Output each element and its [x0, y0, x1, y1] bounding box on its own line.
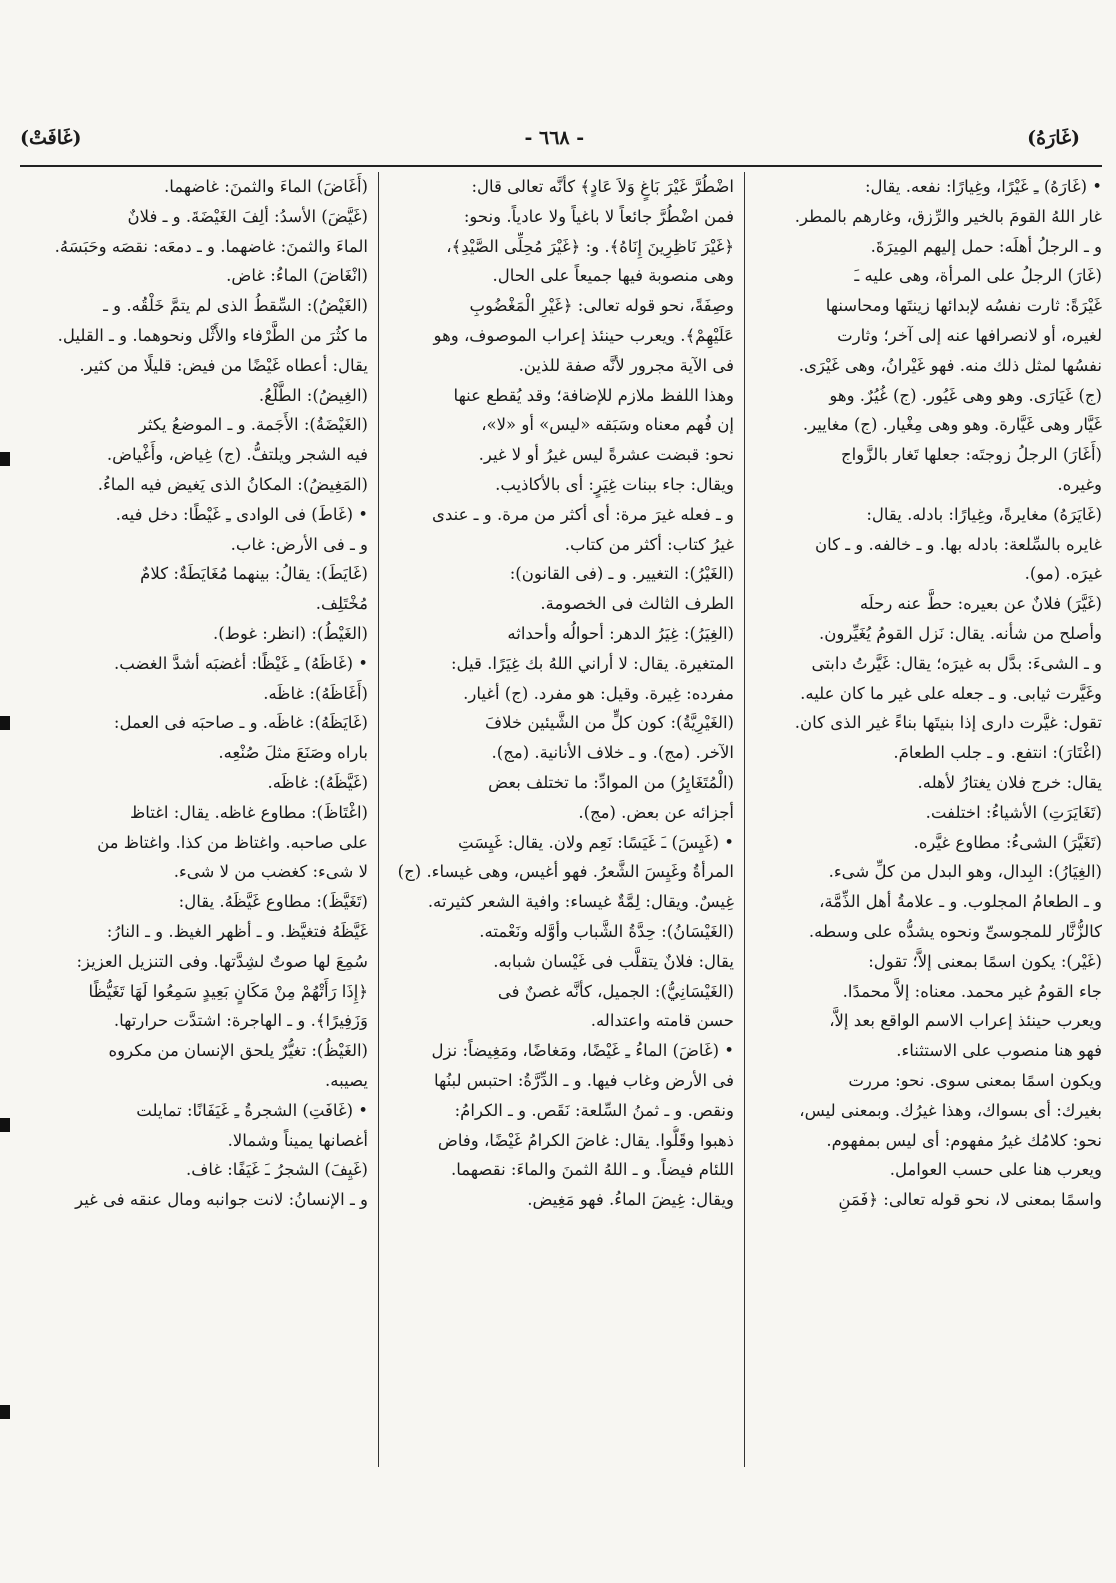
text-line: غيرُ كتاب: أكثر من كتاب.	[564, 534, 734, 554]
text-line: غَيْرَةً: ثارت نفسُه لإبدائها زينتَها ومحاسنها	[825, 296, 1102, 316]
column-right	[757, 172, 1102, 1215]
text-line: فمن اضْطُرَّ جائعاً لا باغياً ولا عادياً. ونحو:	[463, 206, 734, 226]
text-line: غايره بالسِّلعة: بادله بها. و ـ خالفه. و ـ كان	[814, 534, 1102, 554]
text-line: و ـ الطعامُ المجلوب. و ـ علامةُ أهل الذِّمَّة،	[819, 892, 1102, 912]
text-line: (تَغَيَّرَ) الشىءُ: مطاوع غيَّره.	[913, 832, 1102, 852]
text-line: (الغِيَارُ): البِدال، وهو البدل من كلِّ شىء.	[828, 862, 1102, 882]
margin-mark	[0, 1118, 10, 1132]
text-line: ويعرب حينئذ إعراب الاسم الواقع بعد إلاَّ،	[829, 1011, 1102, 1031]
text-line: وغَيَّرت ثيابى. و ـ جعله على غير ما كان عليه.	[800, 683, 1102, 703]
text-line: (الغَيْرُ): التغيير. و ـ (فى القانون):	[509, 564, 734, 584]
text-line: (غَيَّظَهُ): غاظَه.	[267, 772, 368, 792]
page-number: - ٦٦٨ -	[524, 127, 585, 149]
text-line: • (غَافَتِ) الشجرةُ ـِ غَيَفَانًا: تمايلت	[136, 1100, 368, 1120]
text-line: مفرده: غِيرة. وقيل: هو مفرد. (ج) أغيار.	[463, 683, 734, 703]
text-line: • (غَاطَ) فى الوادى ـِ غَيْطًا: دخل فيه.	[115, 504, 368, 524]
text-line: نفسُها لمثل ذلك منه. فهو غَيْرانُ، وهى غَيْرَى.	[798, 355, 1102, 375]
text-line: يصيبه.	[325, 1070, 368, 1090]
text-line: حسن قامته واعتداله.	[590, 1011, 734, 1031]
text-line: غيرَه. (مو).	[1024, 564, 1102, 584]
text-line: و ـ فعله غيرَ مرة: أى أكثر من مرة. و ـ عندى	[432, 504, 734, 524]
text-line: ونقص. و ـ ثمنُ السِّلعة: نَقَص. و ـ الكرامُ:	[454, 1100, 734, 1120]
text-line: الآخر. (مج). و ـ خلاف الأنانية. (مج).	[491, 743, 734, 763]
text-line: باراه وصَنَعَ مثلَ صُنْعِه.	[218, 743, 368, 763]
text-line: الماءَ والثمنَ: غاضهما. و ـ دمعَه: نقصَه وحَبَسَهُ.	[54, 236, 368, 256]
column-divider	[744, 172, 745, 1467]
text-line: (الغَيْطُ): (انظر: غوط).	[212, 623, 368, 643]
column-middle	[389, 172, 734, 1215]
text-line: (أَغَارَ) الرجلُ زوجتَه: جعلها تَغار بالزَّواج	[841, 445, 1102, 465]
text-line: و ـ فى الأرض: غاب.	[230, 534, 368, 554]
text-line: أغصانها يميناً وشمالا.	[227, 1130, 368, 1150]
text-line: (الغَيْظُ): تغيُّرٌ يلحق الإنسان من مكروه	[108, 1041, 368, 1061]
text-line: ذهبوا وقَلُّوا. يقال: غاضَ الكرامُ غَيْضًا، وفاض	[437, 1130, 734, 1150]
text-line: (غَايَرَهُ) مغايرةً، وغِيارًا: بادله. يقال:	[866, 504, 1102, 524]
text-line: فى الآية مجرور لأنَّه صفة للذين.	[518, 355, 734, 375]
text-line: إن فُهم معناه وسَبَقه «ليس» أو «لا»،	[481, 415, 734, 435]
text-line: (تَغَايَرَتِ) الأشياءُ: اختلفت.	[925, 802, 1102, 822]
text-line: و ـ الرجلُ أهلَه: حمل إليهم المِيرَةَ.	[870, 236, 1102, 256]
margin-mark	[0, 452, 10, 466]
text-line: و ـ الشىءَ: بدَّل به غيرَه؛ يقال: غَيَّرتُ دابتى	[811, 653, 1102, 673]
text-line: تقول: غيَّرت دارى إذا بنيتَها بناءً غير الذى كان.	[794, 713, 1102, 733]
text-line: (غَايَظَهُ): غاظَه. و ـ صاحبَه فى العمل:	[113, 713, 368, 733]
text-line: واسمًا بمعنى لا، نحو قوله تعالى: ﴿فَمَنِ	[838, 1190, 1102, 1210]
text-line: و ـ الإنسانُ: لانت جوانبه ومال عنقه فى غير	[75, 1190, 368, 1210]
text-line: وصِفَةً، نحو قوله تعالى: ﴿غَيْرِ الْمَغْضُوبِ	[469, 296, 734, 316]
text-line: • (غَارَهُ) ـِ غَيْرًا، وغِيارًا: نفعه. يقال:	[864, 177, 1102, 196]
text-line: (تَغَيَّظَ): مطاوع غَيَّظَهُ. يقال:	[178, 892, 368, 912]
text-line: • (غَيِسَ) ـَ غَيَسًا: نَعِم ولان. يقال: غَيِسَتِ	[457, 832, 734, 852]
text-line: (المَغِيضُ): المكانُ الذى يَغيض فيه الماءُ.	[97, 474, 368, 494]
text-line: فهو هنا منصوب على الاستثناء.	[896, 1041, 1102, 1061]
text-line: (غَيِفَ) الشجرُ ـَ غَيَفًا: غاف.	[185, 1160, 368, 1180]
text-line: (الغِيَرُ): غِيَرُ الدهر: أحوالُه وأحداثه	[507, 623, 734, 643]
text-line: اضْطُرَّ غَيْرَ بَاغٍ وَلاَ عَادٍ﴾ كأنَّه تعالى قال:	[471, 177, 734, 196]
margin-mark	[0, 1405, 10, 1419]
text-line: وغيره.	[1057, 474, 1102, 494]
text-line: نحو: قبضت عشرةً ليس غيرُ أو لا غير.	[478, 445, 734, 465]
text-line: (الْمُتَغَايِرُ) من الموادِّ: ما تختلف بعض	[488, 772, 734, 792]
text-line: المتغيرة. يقال: لا أراني اللهُ بك غِيَرًا. قيل:	[450, 653, 734, 673]
text-line: ويقال: غِيضَ الماءُ. فهو مَغِيض.	[527, 1190, 734, 1210]
text-line: ويقال: جاء ببنات غِيَرٍ: أى بالأكاذيب.	[495, 474, 734, 494]
text-line: (أَغَاظَهُ): غاظَه.	[263, 683, 368, 703]
text-line: (الغَيْضُ): السِّقطُ الذى لم يتمَّ خَلْقُه. و ـ	[103, 296, 368, 316]
text-line: ﴿إِذَا رَأَتْهُمْ مِنْ مَكَانٍ بَعِيدٍ سَمِعُوا لَهَا تَغَيُّظًا	[88, 981, 368, 1001]
text-line: ﴿غَيْرَ نَاظِرِينَ إِنَاهُ﴾. و: ﴿غَيْرَ مُحِلِّى الصَّيْدِ﴾،	[446, 236, 734, 256]
text-line: مُخْتَلِف.	[315, 594, 368, 614]
text-line: المرأةُ وغَيِسَ الشَّعرُ. فهو أغيس، وهى غيساء. (ج)	[397, 862, 734, 882]
text-line: (غَيَّرَ) فلانٌ عن بعيره: حطَّ عنه رحلَه	[859, 594, 1102, 614]
text-line: سُمِعَ لها صوتٌ لشِدَّتها. وفى التنزيل العزيز:	[76, 951, 368, 971]
header-right-word: (غَارَهُ)	[1027, 127, 1080, 149]
text-line: وهذا اللفظ ملازم للإضافة؛ وقد يُقطع عنها	[453, 385, 734, 405]
text-line: (الغَيْسَانُ): حِدَّةُ الشَّباب وأوَّله ونَعْمته.	[479, 921, 734, 941]
text-line: الطرف الثالث فى الخصومة.	[540, 594, 734, 614]
text-line: غَيَّظَهُ فتغيَّظ. و ـ أظهر الغيظ. و ـ النارُ:	[106, 921, 368, 941]
text-line: ما كثُرَ من الطَّرْفاء والأَثْل ونحوهما. و ـ القليل.	[57, 325, 368, 345]
page-header	[20, 118, 1080, 158]
text-line: يقال: فلانٌ يتقلَّب فى غَيْسان شبابه.	[493, 951, 734, 971]
text-line: فى الأرض وغاب فيها. و ـ الدِّرَّةُ: احتبس لبنُها	[433, 1070, 734, 1090]
text-line: (الغِيضُ): الطَّلْعُ.	[258, 385, 368, 405]
text-line: عَلَيْهِمْ﴾. ويعرب حينئذ إعراب الموصوف، وهو	[433, 325, 734, 345]
text-line: (انْغَاضَ) الماءُ: غاض.	[226, 266, 368, 286]
text-line: ويعرب هنا على حسب العوامل.	[889, 1160, 1102, 1180]
text-line: على صاحبه. واغتاظ من كذا. واغتاظ من	[97, 832, 368, 852]
margin-mark	[0, 716, 10, 730]
text-line: (اغْتَارَ): انتفع. و ـ جلب الطعامَ.	[893, 743, 1102, 763]
text-line: (ج) غَيَارَى. وهو وهى غَيُور. (ج) غُيُرٌ. وهو	[829, 385, 1102, 405]
text-line: يقال: أعطاه غَيْضًا من فيض: قليلًا من كثير.	[79, 355, 368, 375]
text-columns	[20, 172, 1102, 1472]
column-divider	[378, 172, 379, 1467]
text-line: (الغَيْرِيَّةُ): كون كلٍّ من الشَّيئين خلافَ	[485, 713, 734, 733]
text-line: وَزَفِيرًا﴾. و ـ الهاجرة: اشتدَّت حرارتها.	[113, 1011, 368, 1031]
text-line: لغيره، أو لانصرافها عنه إلى آخر؛ وثارت	[837, 325, 1102, 345]
text-line: (غَايَطَ): يقالُ: بينهما مُغَايَطَةٌ: كلامٌ	[140, 564, 368, 584]
text-line: نحو: كلامُك غيرُ مفهوم: أى ليس بمفهوم.	[826, 1130, 1102, 1150]
text-line: يقال: خرج فلان يغتارُ لأهله.	[917, 772, 1102, 792]
text-line: ويكون اسمًا بمعنى سوى. نحو: مررت	[848, 1070, 1102, 1090]
text-line: أجزائه عن بعض. (مج).	[578, 802, 734, 822]
text-line: كالزُّنَّار للمجوسىِّ ونحوه يشدُّه على وسطه.	[808, 921, 1102, 941]
text-line: بغيرك: أى بسواك، وهذا غيرُك. وبمعنى ليس،	[799, 1100, 1102, 1120]
text-line: فيه الشجر ويلتفُّ. (ج) غِياض، وأَغْياض.	[106, 445, 368, 465]
text-line: وأصلح من شأنه. يقال: نَزل القومُ يُغَيِّرون.	[819, 623, 1102, 643]
text-line: (الغَيْضَةُ): الأَجَمة. و ـ الموضعُ يكثر	[138, 415, 368, 435]
text-line: • (غَاضَ) الماءُ ـِ غَيْضًا، ومَغاضًا، ومَغِيضاً: نزل	[431, 1041, 734, 1061]
text-line: اللئام فيضاً. و ـ اللهُ الثمنَ والماءَ: نقصهما.	[451, 1160, 734, 1180]
header-left-word: (غَافَتْ)	[20, 127, 82, 149]
column-left	[23, 172, 368, 1215]
text-line: غِيسٌ. ويقال: لِمَّةٌ غيساء: وافية الشعر كثيرته.	[427, 892, 734, 912]
text-line: لا شىء: كغضب من لا شىء.	[173, 862, 368, 882]
text-line: • (غَاظَهُ) ـِ غَيْظًا: أغضبَه أشدَّ الغضب.	[113, 653, 368, 673]
text-line: غَيَّار وهى غَيَّارة. وهو وهى مِغْيار. (ج) مغايير.	[802, 415, 1102, 435]
text-line: (أَغَاضَ) الماءَ والثمنَ: غاضهما.	[163, 177, 368, 196]
text-line: جاء القومُ غير محمد. معناه: إلاَّ محمدًا.	[842, 981, 1102, 1001]
text-line: (غَيَّضَ) الأسدُ: ألِفَ الغَيْضَةَ. و ـ فلانٌ	[127, 206, 368, 226]
text-line: غار اللهُ القومَ بالخير والرِّزق، وغارهم بالمطر.	[794, 206, 1102, 226]
text-line: (الغَيْسَانِيُّ): الجميل، كأنَّه غصنٌ فى	[497, 981, 734, 1001]
text-line: (اغْتَاظَ): مطاوع غاظه. يقال: اغتاظ	[130, 802, 368, 822]
header-rule	[20, 165, 1102, 167]
text-line: وهى منصوبة فيها جميعاً على الحال.	[492, 266, 734, 286]
text-line: (غَارَ) الرجلُ على المرأة، وهى عليه ـَ	[854, 266, 1102, 286]
text-line: (غَيْر): يكون اسمًا بمعنى إلاَّ؛ تقول:	[868, 951, 1102, 971]
